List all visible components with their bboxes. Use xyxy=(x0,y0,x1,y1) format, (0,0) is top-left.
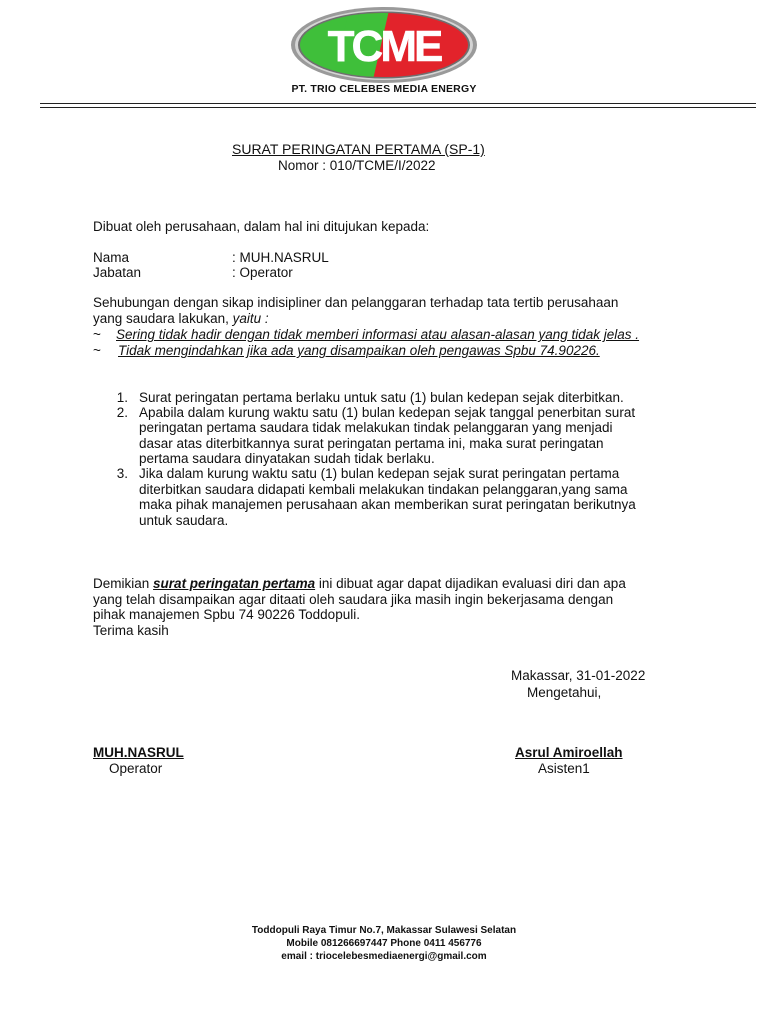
letter-title: SURAT PERINGATAN PERTAMA (SP-1) xyxy=(232,141,485,157)
closing-prefix: Demikian xyxy=(93,576,150,591)
term-line: Surat peringatan pertama berlaku untuk satu (1) bulan kedepan sejak diterbitkan. xyxy=(139,390,624,405)
left-signatory-name: MUH.NASRUL xyxy=(93,745,184,760)
reason-line-2-prefix: yang saudara lakukan, xyxy=(93,311,229,326)
reason-line-2-italic: yaitu : xyxy=(232,311,269,326)
term-number: 2. xyxy=(116,405,128,420)
name-label: Nama xyxy=(93,250,130,265)
position-label: Jabatan xyxy=(93,265,142,280)
intro-text: Dibuat oleh perusahaan, dalam hal ini ditujukan kepada: xyxy=(93,219,430,234)
position-value: : Operator xyxy=(232,265,293,280)
violation-item: Sering tidak hadir dengan tidak memberi informasi atau alasan-alasan yang tidak jelas . xyxy=(116,327,640,342)
violation-item: Tidak mengindahkan jika ada yang disampaikan oleh pengawas Spbu 74.90226. xyxy=(118,343,600,358)
company-name: PT. TRIO CELEBES MEDIA ENERGY xyxy=(291,83,477,95)
thanks-text: Terima kasih xyxy=(93,623,169,638)
footer-email: email : triocelebesmediaenergi@gmail.com xyxy=(281,951,487,962)
closing-line-3: pihak manajemen Spbu 74 90226 Toddopuli. xyxy=(93,607,360,622)
closing-emphasis: surat peringatan pertama xyxy=(153,576,316,591)
name-value: : MUH.NASRUL xyxy=(232,250,329,265)
reason-line-1: Sehubungan dengan sikap indisipliner dan pelanggaran terhadap tata tertib perusahaan xyxy=(93,295,619,310)
right-signatory-name: Asrul Amiroellah xyxy=(515,745,623,760)
term-number: 1. xyxy=(116,390,128,405)
tcme-logo-graphic xyxy=(290,6,478,84)
left-signatory-role: Operator xyxy=(109,761,163,776)
logo-text: TCME xyxy=(327,22,441,71)
header-rule-bottom xyxy=(40,107,756,108)
term-line: maka pihak manajemen perusahaan akan memberikan surat peringatan berikutnya xyxy=(139,497,636,512)
term-line: untuk saudara. xyxy=(139,513,229,528)
violation-bullet: ~ xyxy=(93,343,101,358)
term-line: Jika dalam kurung waktu satu (1) bulan kedepan sejak surat peringatan pertama xyxy=(139,466,620,481)
footer-address: Toddopuli Raya Timur No.7, Makassar Sulawesi Selatan xyxy=(251,925,517,936)
acknowledged-text: Mengetahui, xyxy=(527,685,602,700)
closing-line-2: yang telah disampaikan agar ditaati oleh saudara jika masih ingin bekerjasama dengan xyxy=(93,592,614,607)
letter-footer xyxy=(0,924,768,963)
header-rule-top xyxy=(40,103,756,104)
violation-bullet: ~ xyxy=(93,327,101,342)
term-number: 3. xyxy=(116,466,128,481)
footer-phone: Mobile 081266697447 Phone 0411 456776 xyxy=(286,938,482,949)
reason-line-2 xyxy=(93,311,269,326)
letter-number: Nomor : 010/TCME/I/2022 xyxy=(278,158,436,173)
term-line: peringatan pertama saudara tidak melakukan tindak pelanggaran yang menjadi xyxy=(139,420,613,435)
closing-suffix: ini dibuat agar dapat dijadikan evaluasi diri dan apa xyxy=(318,576,626,591)
term-line: diterbitkan saudara didapati kembali melakukan tindakan pelanggaran,yang sama xyxy=(139,482,628,497)
right-signatory-role: Asisten1 xyxy=(538,761,590,776)
term-line: dasar atas diterbitkannya surat peringatan pertama ini, maka surat peringatan xyxy=(139,436,604,451)
closing-line-1 xyxy=(93,576,626,591)
term-line: Apabila dalam kurung waktu satu (1) bulan kedepan sejak tanggal penerbitan surat xyxy=(139,405,636,420)
company-logo xyxy=(290,6,478,84)
place-date: Makassar, 31-01-2022 xyxy=(511,668,646,683)
term-line: pertama saudara dinyatakan sudah tidak berlaku. xyxy=(139,451,435,466)
